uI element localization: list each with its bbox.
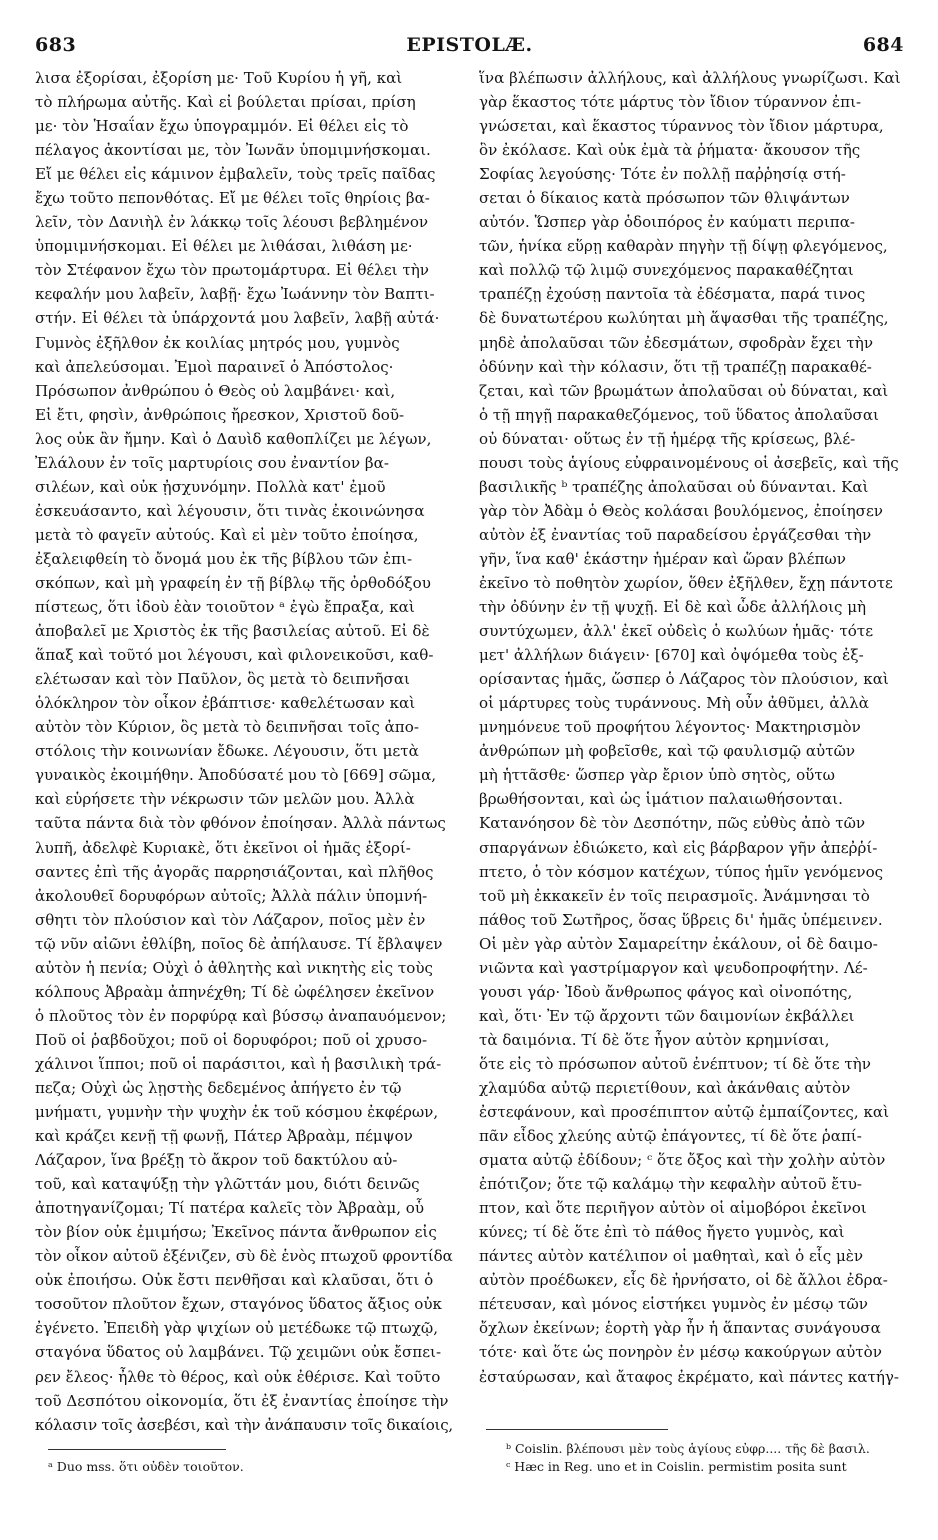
text-line: γυναικὸς ἐκοιμήθην. Ἀποδύσατέ μου τὸ [669] σῶμα, [35, 766, 437, 785]
text-line: καὶ ἀπελεύσομαι. Ἐμοὶ παραινεῖ ὁ Ἀπόστολος· [35, 357, 394, 376]
footnote-rule-right [486, 1429, 668, 1430]
text-line: δὲ δυνατωτέρου κωλύηται μὴ ἅψασθαι τῆς τραπέζης, [479, 309, 889, 328]
text-line: τὰ δαιμόνια. Τί δὲ ὅτε ἦγον αὐτὸν κρημνίσαι, [479, 1030, 830, 1049]
text-line: σματα αὐτῷ ἐδίδουν; ᶜ ὅτε ὄξος καὶ τὴν χολὴν αὐτὸν [479, 1151, 886, 1170]
text-line: ὀδύνην καὶ τὴν κόλασιν, ὅτι τῇ τραπέζῃ παρακαθέ- [479, 357, 872, 376]
text-line: βασιλικῆς ᵇ τραπέζης ἀπολαῦσαι οὐ δύνανται. Καὶ [479, 477, 869, 496]
text-line: ἐγένετο. Ἐπειδὴ γὰρ ψιχίων οὐ μετέδωκε τῷ πτωχῷ, [35, 1319, 439, 1338]
text-line: μηδὲ ἀπολαῦσαι τῶν ἐδεσμάτων, σφοδρὰν ἔχει τὴν [479, 333, 873, 352]
text-line: ὑπομιμνήσκομαι. Εἰ θέλει με λιθάσαι, λιθάση με· [35, 237, 413, 256]
text-line: πέτευσαν, καὶ μόνος εἱστήκει γυμνὸς ἐν μέσῳ τῶν [479, 1295, 868, 1314]
text-line: πουσι τοὺς ἁγίους εὐφραινομένους οἱ ἀσεβεῖς, καὶ τῆς [479, 453, 899, 472]
text-line: τῶν, ἡνίκα εὕρῃ καθαρὰν πηγὴν τῇ δίψῃ φλεγόμενος, [479, 237, 888, 256]
text-line: πάθος τοῦ Σωτῆρος, ὅσας ὕβρεις δι' ἡμᾶς ὑπέμεινεν. [479, 910, 883, 929]
text-line: Γυμνὸς ἐξῆλθον ἐκ κοιλίας μητρός μου, γυμνὸς [35, 333, 400, 352]
text-line: ἅπαξ καὶ τοῦτό μοι λέγουσι, καὶ φιλονεικοῦσι, καθ- [35, 646, 434, 665]
text-line: οἱ μάρτυρες τοὺς τυράννους. Μὴ οὖν ἀθῦμει, ἀλλὰ [479, 694, 869, 713]
text-line: κόλασιν τοῖς ἀσεβέσι, καὶ τὴν ἀνάπαυσιν τοῖς δικαίοις, [35, 1415, 453, 1434]
text-line: πίστεως, ὅτι ἰδοὺ ἐὰν τοιοῦτον ᵃ ἐγὼ ἔπραξα, καὶ [35, 598, 415, 617]
text-line: πτετο, ὁ τὸν κόσμον κατέχων, τύπος ἡμῖν γενόμενος [479, 862, 884, 881]
text-line: αὐτόν. Ὥσπερ γὰρ ὁδοιπόρος ἐν καύματι περιπα- [479, 213, 855, 232]
text-line: καὶ πολλῷ τῷ λιμῷ συνεχόμενος παρακαθέζηται [479, 261, 854, 280]
text-line: με· τὸν Ἡσαΐαν ἔχω ὑπογραμμόν. Εἰ θέλει εἰς τὸ [35, 117, 409, 136]
text-line: λος οὐκ ἂν ἤμην. Καὶ ὁ Δαυὶδ καθοπλίζει με λέγων, [35, 429, 432, 448]
text-line: μετ' ἀλλήλων διάγειν· [670] καὶ ὀψόμεθα τοὺς ἐξ- [479, 646, 864, 665]
text-line: χάλινοι ἵπποι; ποῦ οἱ παράσιτοι, καὶ ἡ βασιλικὴ τρά- [35, 1054, 442, 1073]
text-line: τὸν βίον οὐκ ἐμιμήσω; Ἐκεῖνος πάντα ἄνθρωπον εἰς [35, 1223, 437, 1242]
text-line: Πρόσωπον ἀνθρώπου ὁ Θεὸς οὐ λαμβάνει· καὶ, [35, 381, 396, 400]
text-line: γουσι γάρ· Ἰδοὺ ἄνθρωπος φάγος καὶ οἰνοπότης, [479, 982, 853, 1001]
text-line: ελέτωσαν καὶ τὸν Παῦλον, ὃς μετὰ τὸ δειπνῆσαι [35, 670, 410, 689]
text-line: ἐσκευάσαντο, καὶ λέγουσιν, ὅτι τινὰς ἐκοινώνησα [35, 501, 425, 520]
text-line: ταῦτα πάντα διὰ τὸν φθόνον ἐποίησαν. Ἀλλὰ πάντως [35, 814, 446, 833]
text-line: τοῦ μὴ ἐκκακεῖν ἐν τοῖς πειρασμοῖς. Ἀνάμνησαι τὸ [479, 886, 870, 905]
text-line: σταγόνα ὕδατος οὐ λαμβάνει. Τῷ χειμῶνι οὐκ ἔσπει- [35, 1343, 442, 1362]
text-line: ἀκολουθεῖ δορυφόρων αὐτοῖς; Ἀλλὰ πάλιν ὑπομνή- [35, 886, 428, 905]
left-text-column [35, 66, 453, 1437]
text-line: τὸν Στέφανον ἔχω τὸν πρωτομάρτυρα. Εἰ θέλει τὴν [35, 261, 429, 280]
text-line: οὐκ ἐποιήσω. Οὐκ ἔστι πενθῆσαι καὶ κλαῦσαι, ὅτι ὁ [35, 1271, 434, 1290]
text-line: μετὰ τὸ φαγεῖν αὐτούς. Καὶ εἰ μὲν τοῦτο ἐποίησα, [35, 525, 419, 544]
text-line: σκόπων, καὶ μὴ γραφείη ἐν τῇ βίβλῳ τῆς ὀρθοδόξου [35, 573, 431, 592]
text-line: ὅτε εἰς τὸ πρόσωπον αὐτοῦ ἐνέπτυον; τί δὲ ὅτε τὴν [479, 1054, 871, 1073]
page-number-right: 684 [862, 34, 904, 56]
text-line: σεται ὁ δίκαιος κατὰ πρόσωπον τῶν θλιψάντων [479, 189, 850, 208]
text-line: σθητι τὸν πλούσιον καὶ τὸν Λάζαρον, ποῖος μὲν ἐν [35, 910, 426, 929]
text-line: κεφαλήν μου λαβεῖν, λαβῇ· ἔχω Ἰωάννην τὸν Βαπτι- [35, 285, 435, 304]
footnotes-right [506, 1440, 870, 1476]
text-line: ἐκεῖνο τὸ ποθητὸν χωρίον, ὅθεν ἐξῆλθεν, ἔχῃ πάντοτε [479, 573, 893, 592]
text-line: πέλαγος ἀκοντίσαι με, τὸν Ἰωνᾶν ὑπομιμνήσκομαι. [35, 141, 431, 160]
text-line: λισα ἐξορίσαι, ἐξορίση με· Τοῦ Κυρίου ἡ γῆ, καὶ [35, 69, 403, 87]
text-line: σπαργάνων ἐδιώκετο, καὶ εἰς βάρβαρον γῆν ἀπεῤῥί- [479, 838, 878, 857]
text-line: αὐτὸν ἐξ ἐναντίας τοῦ παραδείσου ἐργάζεσθαι τὴν [479, 525, 872, 544]
text-line: τὸν οἶκον αὐτοῦ ἐξένιζεν, σὺ δὲ ἑνὸς πτωχοῦ φροντίδα [35, 1247, 453, 1266]
text-line: χλαμύδα αὐτῷ περιετίθουν, καὶ ἀκάνθαις αὐτὸν [479, 1078, 851, 1097]
text-line: ορίσαντας ἡμᾶς, ὥσπερ ὁ Λάζαρος τὸν πλούσιον, καὶ [479, 670, 889, 689]
text-line: λεῖν, τὸν Δανιὴλ ἐν λάκκῳ τοῖς λέουσι βεβλημένον [35, 213, 429, 232]
text-line: ἀνθρώπων μὴ φοβεῖσθε, καὶ τῷ φαυλισμῷ αὐτῶν [479, 742, 856, 761]
page-number-left: 683 [35, 34, 77, 56]
text-line: ἐξαλειφθείη τὸ ὄνομά μου ἐκ τῆς βίβλου τῶν ἐπι- [35, 549, 413, 568]
text-line: γὰρ τὸν Ἀδὰμ ὁ Θεὸς κολάσαι βουλόμενος, ἐποίησεν [479, 501, 883, 520]
text-line: τοῦ Δεσπότου οἰκονομία, ὅτι ἐξ ἐναντίας ἐποίησε τὴν [35, 1391, 449, 1410]
text-line: Κατανόησον δὲ τὸν Δεσπότην, πῶς εὐθὺς ἀπὸ τῶν [479, 814, 866, 833]
text-line: Σοφίας λεγούσης· Τότε ἐν πολλῇ παῤῥησίᾳ στή- [479, 165, 846, 184]
text-line: οὐ δύναται· οὕτως ἐν τῇ ἡμέρᾳ τῆς κρίσεως, βλέ- [479, 429, 856, 448]
text-line: τοσοῦτον πλοῦτον ἔχων, σταγόνος ὕδατος ἄξιος οὐκ [35, 1295, 442, 1314]
text-line: σαντες ἐπὶ τῆς ἀγορᾶς παρρησιάζονται, καὶ πλῆθος [35, 862, 434, 881]
text-line: τὴν ὀδύνην ἐν τῇ ψυχῇ. Εἰ δὲ καὶ ὧδε ἀλλήλοις μὴ [479, 598, 867, 617]
text-line: καὶ κράζει κενῇ τῇ φωνῇ, Πάτερ Ἀβραὰμ, πέμψον [35, 1127, 413, 1146]
text-line: πᾶν εἶδος χλεύης αὐτῷ ἐπάγοντες, τί δὲ ὅτε ῥαπί- [479, 1127, 862, 1146]
text-line: γῆν, ἵνα καθ' ἑκάστην ἡμέραν καὶ ὥραν βλέπων [479, 549, 846, 568]
footnote: ᵇ Coislin. βλέπουσι μὲν τοὺς ἁγίους εὐφρ.... τῆς δὲ βασιλ. [506, 1441, 870, 1456]
text-line: στήν. Εἰ θέλει τὰ ὑπάρχοντά μου λαβεῖν, λαβῇ αὐτά· [35, 309, 440, 328]
text-line: ἐσταύρωσαν, καὶ ἄταφος ἐκρέματο, καὶ πάντες κατήγ- [479, 1367, 900, 1386]
text-line: ὁλόκληρον τὸν οἶκον ἐβάπτισε· καθελέτωσαν καὶ [35, 694, 416, 713]
text-line: σιλέων, καὶ οὐκ ᾐσχυνόμην. Πολλὰ κατ' ἐμοῦ [35, 477, 386, 496]
text-line: γνώσεται, καὶ ἕκαστος τύραννος τὸν ἴδιον μάρτυρα, [479, 117, 884, 136]
text-line: αὐτὸν ἡ πενία; Οὐχὶ ὁ ἀθλητὴς καὶ νικητὴς εἰς τοὺς [35, 958, 433, 977]
page-header [35, 34, 904, 64]
text-line: κύνες; τί δὲ ὅτε ἐπὶ τὸ πάθος ἤγετο γυμνὸς, καὶ [479, 1223, 845, 1242]
text-line: βρωθήσονται, καὶ ὡς ἱμάτιον παλαιωθήσονται. [479, 790, 843, 809]
text-line: ὁ τῇ πηγῇ παρακαθεζόμενος, τοῦ ὕδατος ἀπολαῦσαι [479, 405, 879, 424]
text-line: μνήματι, γυμνὴν τὴν ψυχὴν ἐκ τοῦ κόσμου ἐκφέρων, [35, 1103, 439, 1122]
text-line: αὐτὸν προέδωκεν, εἷς δὲ ἠρνήσατο, οἱ δὲ ἄλλοι ἐδρα- [479, 1271, 888, 1290]
footnote: ᵃ Duo mss. ὅτι οὐδὲν τοιοῦτον. [48, 1459, 244, 1474]
text-line: ἔχω τοῦτο πεπονθότας. Εἴ με θέλει τοῖς θηρίοις βα- [35, 189, 430, 208]
text-line: καὶ εὑρήσετε τὴν νέκρωσιν τῶν μελῶν μου. Ἀλλὰ [35, 790, 415, 809]
text-line: Ἐλάλουν ἐν τοῖς μαρτυρίοις σου ἐναντίον βα- [35, 453, 389, 472]
text-line: συντύχωμεν, ἀλλ' ἐκεῖ οὐδεὶς ὁ κωλύων ἡμᾶς· τότε [479, 622, 874, 641]
text-line: ὄχλων ἐκείνων; ἑορτὴ γὰρ ἦν ἡ ἅπαντας συνάγουσα [479, 1319, 881, 1338]
text-line: Οἱ μὲν γὰρ αὐτὸν Σαμαρείτην ἐκάλουν, οἱ δὲ δαιμο- [479, 934, 878, 953]
text-line: ἀποβαλεῖ με Χριστὸς ἐκ τῆς βασιλείας αὐτοῦ. Εἰ δὲ [35, 622, 430, 641]
text-line: μὴ ἡττᾶσθε· ὥσπερ γὰρ ἔριον ὑπὸ σητὸς, οὕτω [479, 766, 835, 785]
text-line: γὰρ ἕκαστος τότε μάρτυς τὸν ἴδιον τύραννον ἐπι- [479, 93, 862, 112]
text-line: στόλοις τὴν κοινωνίαν ἔδωκε. Λέγουσιν, ὅτι μετὰ [35, 742, 419, 761]
footnote-rule-left [48, 1449, 226, 1450]
text-line: λυπῆ, ἀδελφὲ Κυριακὲ, ὅτι ἐκεῖνοι οἱ ἡμᾶς ἐξορί- [35, 838, 411, 857]
text-line: ἐπότιζον; ὅτε τῷ καλάμῳ τὴν κεφαλὴν αὐτοῦ ἔτυ- [479, 1175, 862, 1194]
text-line: τῷ νῦν αἰῶνι ἐθλίβη, ποῖος δὲ ἀπήλαυσε. Τί ἔβλαψεν [35, 934, 443, 953]
text-line: Εἴ με θέλει εἰς κάμινον ἐμβαλεῖν, τοὺς τρεῖς παῖδας [35, 165, 436, 184]
text-line: ὁ πλοῦτος τὸν ἐν πορφύρᾳ καὶ βύσσῳ ἀναπαυόμενον; [35, 1006, 447, 1025]
text-line: πάντες αὐτὸν κατέλιπον οἱ μαθηταὶ, καὶ ὁ εἷς μὲν [479, 1247, 864, 1266]
running-title: EPISTOLÆ. [406, 34, 533, 56]
text-line: Λάζαρον, ἵνα βρέξῃ τὸ ἄκρον τοῦ δακτύλου αὐ- [35, 1151, 398, 1170]
right-text-column [479, 66, 906, 1389]
text-line: ἵνα βλέπωσιν ἀλλήλους, καὶ ἀλλήλους γνωρίζωσι. Καὶ [479, 69, 901, 87]
text-line: ζεται, καὶ τῶν βρωμάτων ἀπολαῦσαι οὐ δύναται, καὶ [479, 381, 889, 400]
text-line: πτον, καὶ ὅτε περιῆγον αὐτὸν οἱ αἱμοβόροι ἐκεῖνοι [479, 1199, 867, 1218]
text-line: τότε· καὶ ὅτε ὡς πονηρὸν ἐν μέσῳ κακούργων αὐτὸν [479, 1343, 882, 1362]
text-line: τὸ πλήρωμα αὐτῆς. Καὶ εἰ βούλεται πρίσαι, πρίση [35, 93, 416, 112]
text-line: Εἰ ἔτι, φησὶν, ἀνθρώποις ἤρεσκον, Χριστοῦ δοῦ- [35, 405, 405, 424]
text-line: μνημόνευε τοῦ προφήτου λέγοντος· Μακτηρισμὸν [479, 718, 861, 737]
text-line: Ποῦ οἱ ῥαβδοῦχοι; ποῦ οἱ δορυφόροι; ποῦ οἱ χρυσο- [35, 1030, 428, 1049]
text-line: τοῦ, καὶ καταψύξῃ τὴν γλῶττάν μου, διότι δεινῶς [35, 1175, 420, 1194]
text-line: καὶ, ὅτι· Ἐν τῷ ἄρχοντι τῶν δαιμονίων ἐκβάλλει [479, 1006, 855, 1025]
footnotes-left [48, 1458, 244, 1476]
text-line: κόλπους Ἀβραὰμ ἀπηνέχθη; Τί δὲ ὠφέλησεν ἐκεῖνον [35, 982, 435, 1001]
footnote: ᶜ Hæc in Reg. uno et in Coislin. permistim posita sunt [506, 1459, 847, 1474]
text-line: νιῶντα καὶ γαστρίμαργον καὶ ψευδοπροφήτην. Λέ- [479, 958, 868, 977]
text-line: ἀποτηγανίζομαι; Τί πατέρα καλεῖς τὸν Ἀβραὰμ, οὗ [35, 1199, 425, 1218]
text-line: ὃν ἐκόλασε. Καὶ οὐκ ἐμὰ τὰ ῥήματα· ἄκουσον τῆς [479, 141, 861, 160]
text-line: τραπέζῃ ἐχούσῃ παντοῖα τὰ ἐδέσματα, παρά τινος [479, 285, 866, 304]
text-line: αὐτὸν τὸν Κύριον, ὃς μετὰ τὸ δειπνῆσαι τοῖς ἀπο- [35, 718, 419, 737]
text-line: ἐστεφάνουν, καὶ προσέπιπτον αὐτῷ ἐμπαίζοντες, καὶ [479, 1103, 890, 1122]
text-line: πεζα; Οὐχὶ ὡς λῃστὴς δεδεμένος ἀπήγετο ἐν τῷ [35, 1078, 402, 1097]
text-line: ρεν ἔλεος· ἦλθε τὸ θέρος, καὶ οὐκ ἐθέρισε. Καὶ τοῦτο [35, 1367, 441, 1386]
